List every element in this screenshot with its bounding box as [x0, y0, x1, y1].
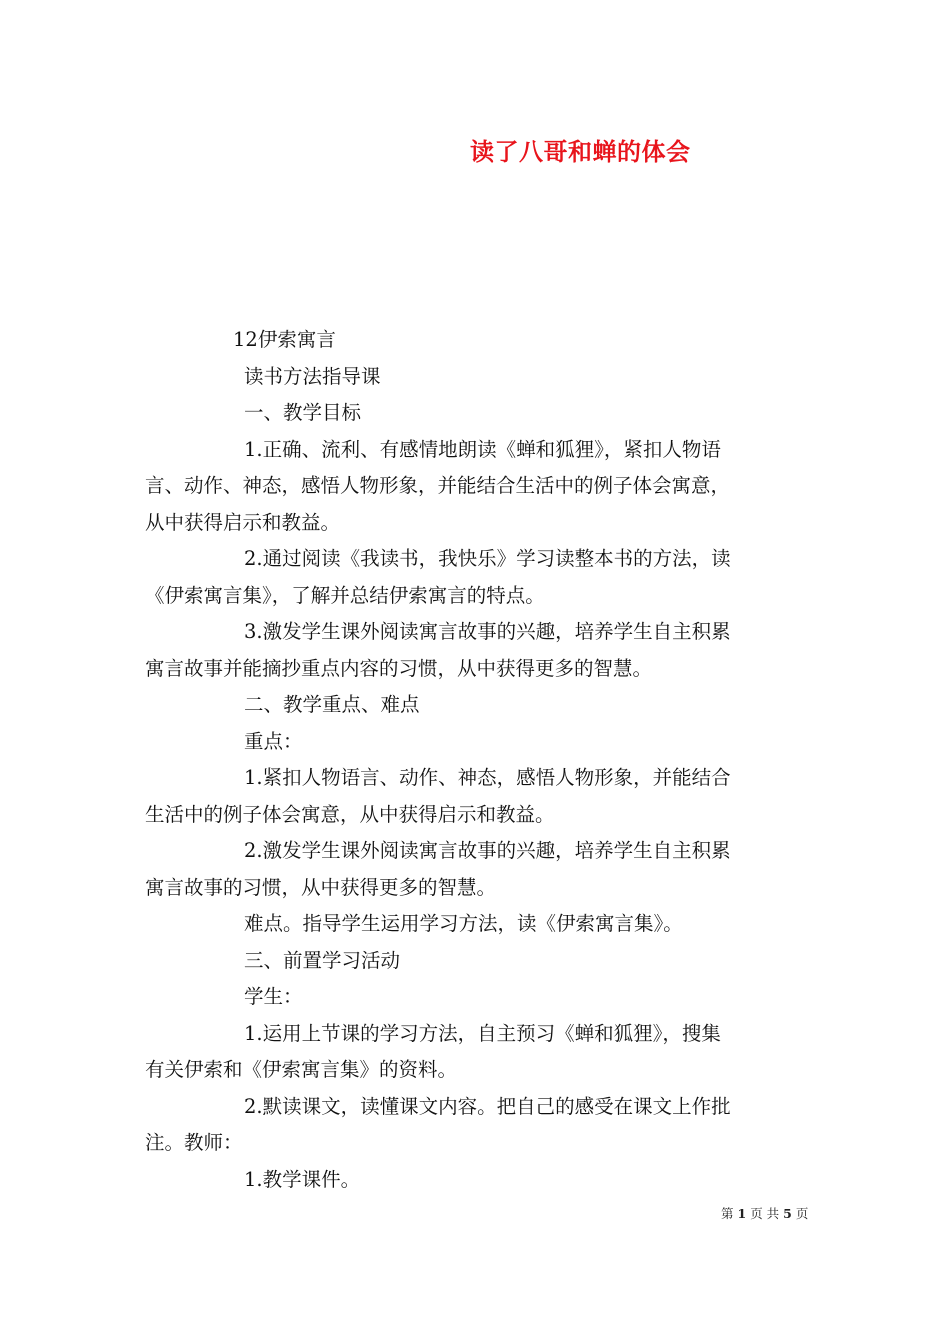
paragraph-line: 3.激发学生课外阅读寓言故事的兴趣，培养学生自主积累 — [244, 620, 731, 643]
paragraph-line: 1.正确、流利、有感情地朗读《蝉和狐狸》，紧扣人物语 — [244, 437, 721, 461]
page-footer — [721, 1204, 808, 1222]
paragraph-line: 从中获得启示和教益。 — [145, 510, 341, 534]
paragraph-line: 寓言故事并能摘抄重点内容的习惯，从中获得更多的智慧。 — [145, 656, 653, 680]
label-key-point: 重点： — [244, 729, 303, 753]
paragraph-line: 有关伊索和《伊索寓言集》的资料。 — [145, 1058, 458, 1081]
section-number-title: 12伊索寓言 — [233, 328, 336, 351]
paragraph-line: 寓言故事的习惯，从中获得更多的智慧。 — [145, 875, 497, 899]
paragraph-line: 难点。指导学生运用学习方法，读《伊索寓言集》。 — [244, 912, 683, 935]
paragraph-line: 2.激发学生课外阅读寓言故事的兴趣，培养学生自主积累 — [244, 839, 731, 862]
heading-pre-learning: 三、前置学习活动 — [244, 948, 401, 972]
label-students: 学生： — [244, 985, 303, 1008]
paragraph-line: 2.通过阅读《我读书，我快乐》学习读整本书的方法，读 — [244, 547, 731, 570]
paragraph-line: 生活中的例子体会寓意，从中获得启示和教益。 — [145, 802, 555, 826]
paragraph-line: 1.紧扣人物语言、动作、神态，感悟人物形象，并能结合 — [244, 766, 731, 789]
paragraph-line: 1.教学课件。 — [244, 1167, 361, 1191]
footer-suffix: 页 — [795, 1206, 809, 1221]
paragraph-line: 1.运用上节课的学习方法，自主预习《蝉和狐狸》，搜集 — [244, 1021, 721, 1045]
heading-key-points: 二、教学重点、难点 — [244, 693, 420, 716]
paragraph-line: 2.默读课文，读懂课文内容。把自己的感受在课文上作批 — [244, 1094, 731, 1118]
paragraph-line: 《伊索寓言集》，了解并总结伊索寓言的特点。 — [145, 583, 545, 607]
document-body — [145, 322, 810, 1198]
footer-prefix: 第 — [721, 1206, 734, 1221]
footer-middle: 页 共 — [750, 1206, 780, 1221]
paragraph-line: 注。教师： — [145, 1131, 243, 1154]
document-title: 读了八哥和蝉的体会 — [470, 138, 691, 166]
lesson-type: 读书方法指导课 — [244, 364, 381, 388]
heading-teaching-goals: 一、教学目标 — [244, 401, 362, 424]
paragraph-line: 言、动作、神态，感悟人物形象，并能结合生活中的例子体会寓意， — [145, 474, 731, 497]
footer-current-page: 1 — [737, 1206, 747, 1221]
footer-total-pages: 5 — [783, 1206, 792, 1221]
